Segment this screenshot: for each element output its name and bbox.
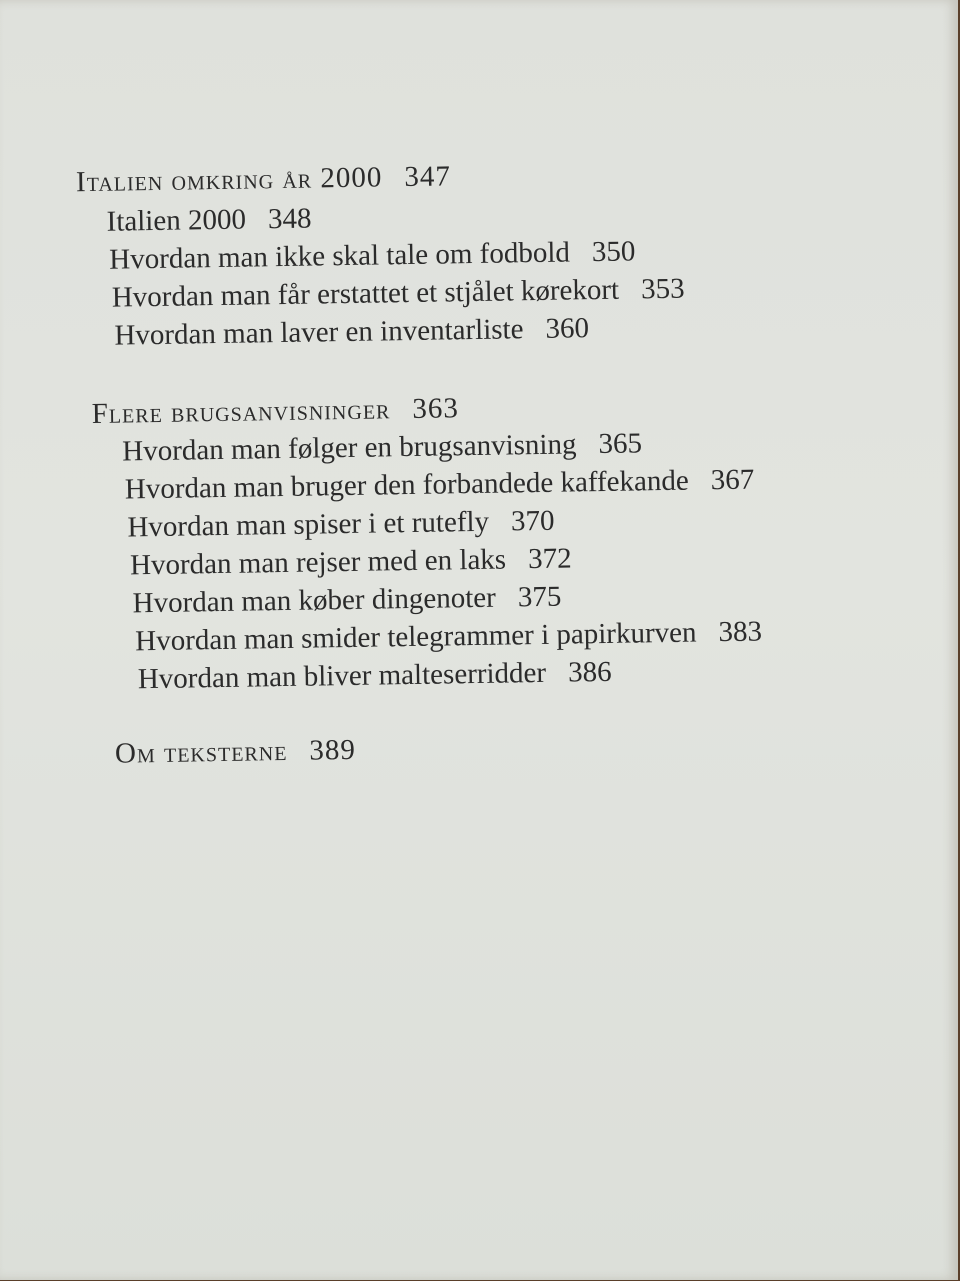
section-title: Om teksterne [114,734,288,770]
toc-entry [122,427,642,468]
entry-title: Hvordan man rejser med en laks [129,543,507,582]
entry-title: Hvordan man får erstattet et stjålet kørekort [111,273,620,314]
toc-entry [138,656,612,696]
entry-page-number: 386 [567,655,612,689]
entry-page-number: 353 [640,272,685,306]
section-page-number: 347 [404,160,452,194]
section-heading-flere [91,392,459,431]
toc-entry [127,505,555,545]
section-page-number: 389 [309,733,357,767]
entry-page-number: 370 [510,504,555,538]
section-heading-om-teksterne [115,734,356,771]
entry-title: Hvordan man laver en inventarliste [114,313,524,352]
entry-title: Hvordan man bliver malteserridder [137,656,547,696]
section-heading-italien [76,160,451,199]
toc-entry [106,203,311,239]
entry-title: Hvordan man følger en brugsanvisning [122,428,577,468]
entry-title: Hvordan man spiser i et rutefly [127,505,490,544]
toc-entry [109,235,636,276]
entry-page-number: 367 [710,463,755,497]
entry-title: Hvordan man bruger den forbandede kaffekande [124,464,689,506]
toc-entry [112,273,685,315]
toc-entry [132,581,561,621]
section-title: Flere brugsanvisninger [91,393,391,431]
toc-entry [135,616,762,659]
section-title: Italien omkring år 2000 [75,161,383,199]
entry-title: Hvordan man smider telegrammer i papirkurven [135,616,697,658]
toc-entry [114,312,589,352]
entry-page-number: 360 [545,312,590,345]
entry-page-number: 372 [527,542,572,576]
entry-title: Hvordan man ikke skal tale om fodbold [109,236,571,276]
entry-page-number: 383 [718,615,763,649]
section-page-number: 363 [412,392,460,425]
toc-entry [125,464,755,507]
entry-title: Italien 2000 [106,203,247,238]
entry-page-number: 375 [517,580,562,614]
entry-page-number: 365 [598,427,643,461]
entry-page-number: 348 [267,202,312,236]
entry-page-number: 350 [591,235,636,269]
toc-entry [130,542,572,582]
entry-title: Hvordan man køber dingenoter [132,581,497,620]
